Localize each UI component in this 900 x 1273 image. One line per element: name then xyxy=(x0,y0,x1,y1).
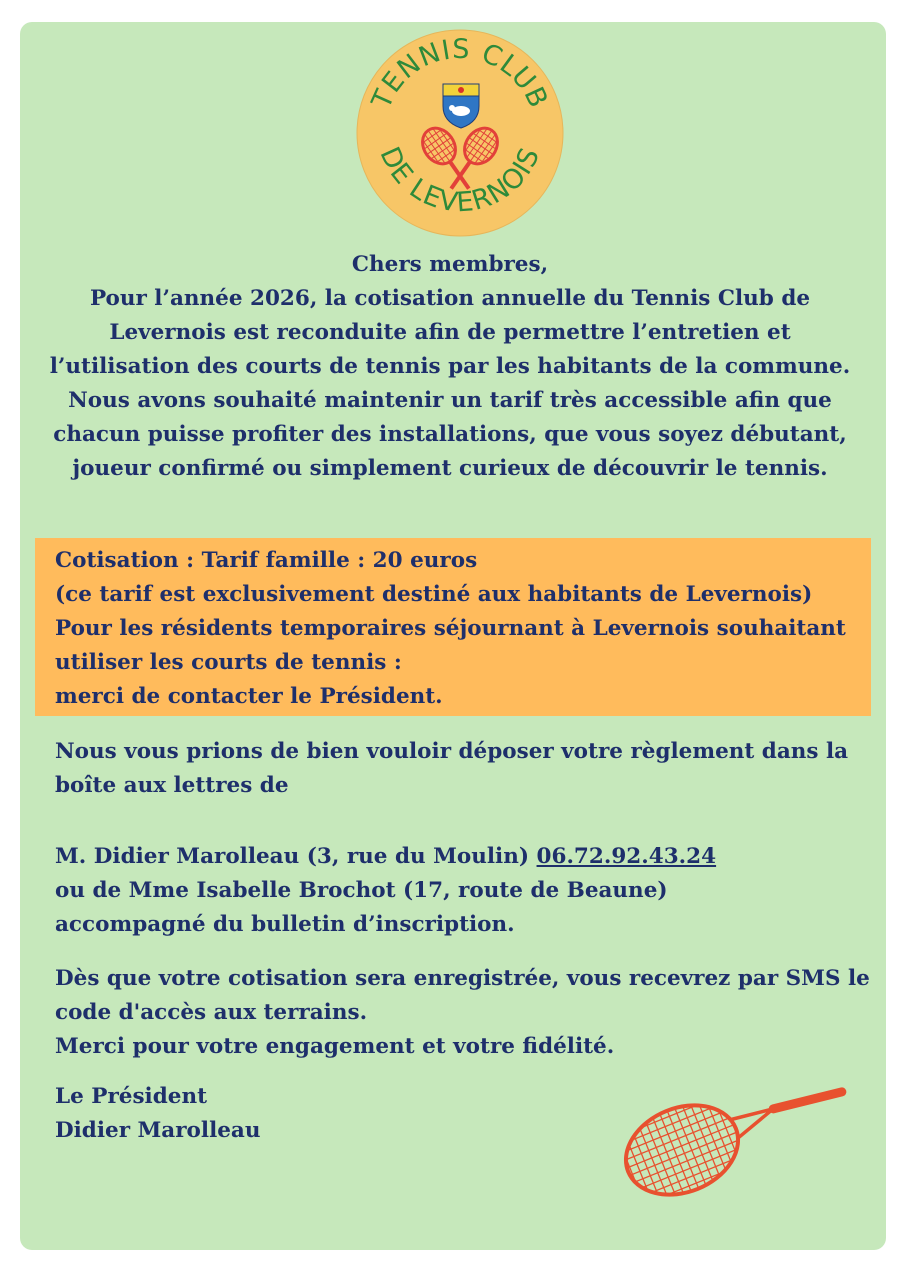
greeting: Chers membres, xyxy=(351,252,549,277)
payment-contacts xyxy=(55,840,716,942)
closing-line: Dès que votre cotisation sera enregistrée, vous recevrez par SMS le xyxy=(55,966,870,991)
signature-title: Le Président xyxy=(55,1084,208,1109)
payment-line: boîte aux lettres de xyxy=(55,773,289,798)
closing-line: code d'accès aux terrains. xyxy=(55,1000,368,1025)
pricing-line: Cotisation : Tarif famille : 20 euros xyxy=(55,548,478,573)
pricing-line: Pour les résidents temporaires séjournant à Levernois souhaitant xyxy=(55,616,846,641)
intro-paragraph xyxy=(40,248,860,486)
logo-text-bottom: DE LEVERNOIS xyxy=(373,142,547,219)
contact-line-1 xyxy=(55,840,716,874)
intro-line: joueur confirmé ou simplement curieux de découvrir le tennis. xyxy=(72,456,828,481)
signature xyxy=(55,1080,260,1148)
payment-instructions xyxy=(55,735,848,803)
phone-link[interactable]: 06.72.92.43.24 xyxy=(536,844,717,869)
contact-note: accompagné du bulletin d’inscription. xyxy=(55,912,515,937)
closing-paragraph xyxy=(55,962,870,1064)
contact-address-2: ou de Mme Isabelle Brochot (17, route de Beaune) xyxy=(55,878,668,903)
pricing-text xyxy=(55,544,846,714)
logo-text-top: TENNIS CLUB xyxy=(366,33,554,114)
pricing-line: merci de contacter le Président. xyxy=(55,684,443,709)
intro-line: l’utilisation des courts de tennis par les habitants de la commune. xyxy=(49,354,851,379)
intro-line: Levernois est reconduite afin de permettre l’entretien et xyxy=(109,320,791,345)
signature-name: Didier Marolleau xyxy=(55,1118,261,1143)
pricing-line: utiliser les courts de tennis : xyxy=(55,650,402,675)
closing-line: Merci pour votre engagement et votre fidélité. xyxy=(55,1034,615,1059)
intro-line: Pour l’année 2026, la cotisation annuelle du Tennis Club de xyxy=(89,286,811,311)
club-logo xyxy=(355,28,565,238)
intro-line: chacun puisse profiter des installations, que vous soyez débutant, xyxy=(53,422,847,447)
tennis-racket-icon xyxy=(612,1050,852,1210)
payment-line: Nous vous prions de bien vouloir déposer votre règlement dans la xyxy=(55,739,849,764)
contact-address-1: M. Didier Marolleau (3, rue du Moulin) xyxy=(55,844,530,869)
intro-line: Nous avons souhaité maintenir un tarif très accessible afin que xyxy=(68,388,832,413)
pricing-line: (ce tarif est exclusivement destiné aux habitants de Levernois) xyxy=(55,582,813,607)
